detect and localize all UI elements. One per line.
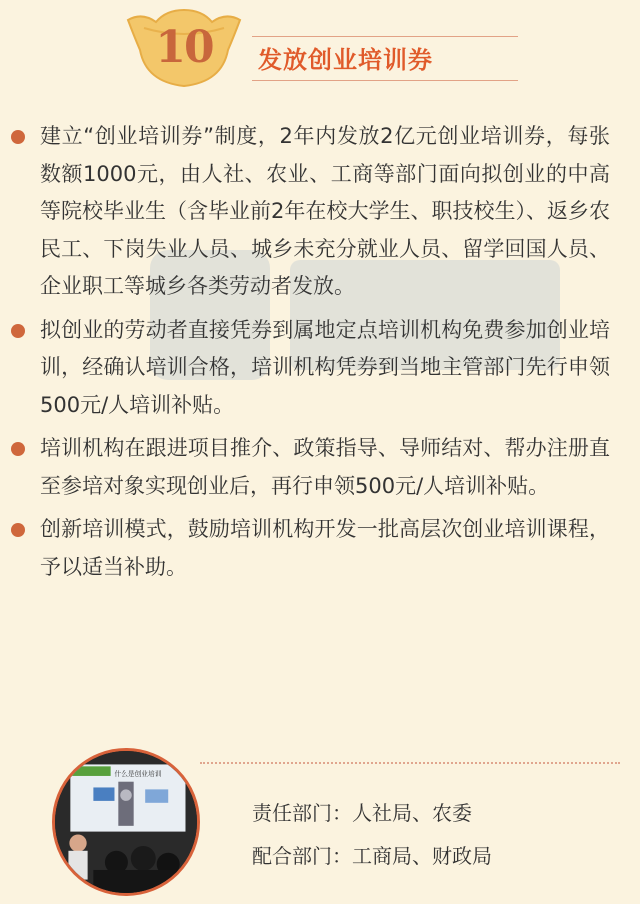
section-number: 10 [155,22,213,73]
list-item [0,511,640,586]
cooperating-department: 配合部门：工商局、财政局 [252,844,492,868]
section-title: 发放创业培训券 [258,46,433,74]
title-rule-bottom [252,80,518,81]
list-item [0,430,640,505]
title-rule-top [252,36,518,37]
dotted-divider [200,762,620,764]
item-text: 拟创业的劳动者直接凭券到属地定点培训机构免费参加创业培训，经确认培训合格，培训机构凭券到当地主管部门先行申领500元/人培训补贴。 [40,317,610,417]
item-text: 创新培训模式，鼓励培训机构开发一批高层次创业培训课程，予以适当补助。 [40,517,610,579]
bullet-dot-icon [11,324,25,338]
bullet-dot-icon [11,130,25,144]
header [0,0,640,110]
list-item [0,118,640,306]
item-text: 培训机构在跟进项目推介、政策指导、导师结对、帮办注册直至参培对象实现创业后，再行申领500元/人培训补贴。 [40,436,610,498]
policy-list [0,118,640,592]
photo-screen-title: 什么是创业培训 [114,769,162,778]
list-item [0,312,640,425]
item-text: 建立“创业培训券”制度，2年内发放2亿元创业培训券，每张数额1000元，由人社、农业、工商等部门面向拟创业的中高等院校毕业生（含毕业前2年在校大学生、职技校生）、返乡农民工、下岗失业人员、城乡未充分就业人员、留学回国人员、企业职工等城乡各类劳动者发放。 [40,124,610,298]
training-photo [52,748,200,896]
responsible-department: 责任部门：人社局、农委 [252,801,472,825]
bullet-dot-icon [11,523,25,537]
bullet-dot-icon [11,442,25,456]
